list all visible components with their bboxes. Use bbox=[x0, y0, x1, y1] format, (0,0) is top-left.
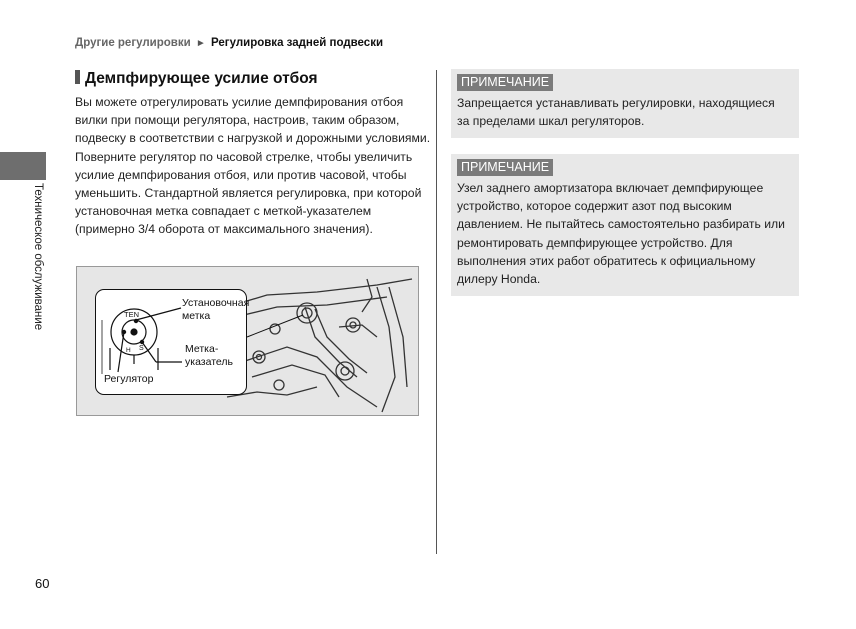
side-tab-marker bbox=[0, 152, 46, 180]
pointer-mark-label-line2: указатель bbox=[185, 356, 233, 368]
breadcrumb bbox=[75, 37, 383, 49]
note-badge: ПРИМЕЧАНИЕ bbox=[457, 159, 553, 176]
column-divider bbox=[436, 70, 437, 554]
breadcrumb-arrow-icon: ► bbox=[195, 38, 206, 49]
adjuster-label: Регулятор bbox=[104, 373, 154, 385]
page-number: 60 bbox=[35, 576, 50, 591]
set-mark-label bbox=[182, 297, 249, 323]
rear-suspension-illustration bbox=[76, 266, 419, 416]
pointer-mark-label-line1: Метка- bbox=[185, 343, 219, 355]
note-text: Узел заднего амортизатора включает демпфирующее устройство, которое содержит азот под высоким давлением. Не пытайтесь самостоятельно разбирать или ремонтировать демпфирующее устройство. Для выполнения этих работ обратитесь к официальному дилеру Honda. bbox=[457, 181, 785, 287]
pointer-mark-label bbox=[185, 343, 233, 369]
breadcrumb-parent[interactable]: Другие регулировки bbox=[75, 37, 191, 49]
dial-s-label: S bbox=[139, 345, 144, 352]
section-body: Вы можете отрегулировать усилие демпфирования отбоя вилки при помощи регулятора, настроив, таким образом, подвеску в соответствии с нагрузкой и дорожными условиями. Поверните регулятор по часовой стрелке, чтобы увеличить усилие демпфирования отбоя, или против часовой, чтобы уменьшить. Стандартной является регулировка, при которой установочная метка совпадает с меткой-указателем (примерно 3/4 оборота от максимального значения). bbox=[75, 95, 431, 237]
title-bar-icon bbox=[75, 70, 80, 84]
section-title-text: Демпфирующее усилие отбоя bbox=[85, 70, 318, 87]
side-tab-label: Техническое обслуживание bbox=[32, 183, 44, 331]
note-box bbox=[451, 69, 799, 138]
dial-ten-label: TEN bbox=[124, 310, 139, 319]
note-box bbox=[451, 154, 799, 296]
dial-h-label: H bbox=[126, 347, 131, 354]
set-mark-label-line2: метка bbox=[182, 310, 211, 322]
breadcrumb-current: Регулировка задней подвески bbox=[211, 37, 384, 49]
note-badge: ПРИМЕЧАНИЕ bbox=[457, 74, 553, 91]
set-mark-label-line1: Установочная bbox=[182, 297, 250, 309]
section-title bbox=[75, 70, 318, 88]
note-text: Запрещается устанавливать регулировки, находящиеся за пределами шкал регуляторов. bbox=[457, 96, 775, 129]
